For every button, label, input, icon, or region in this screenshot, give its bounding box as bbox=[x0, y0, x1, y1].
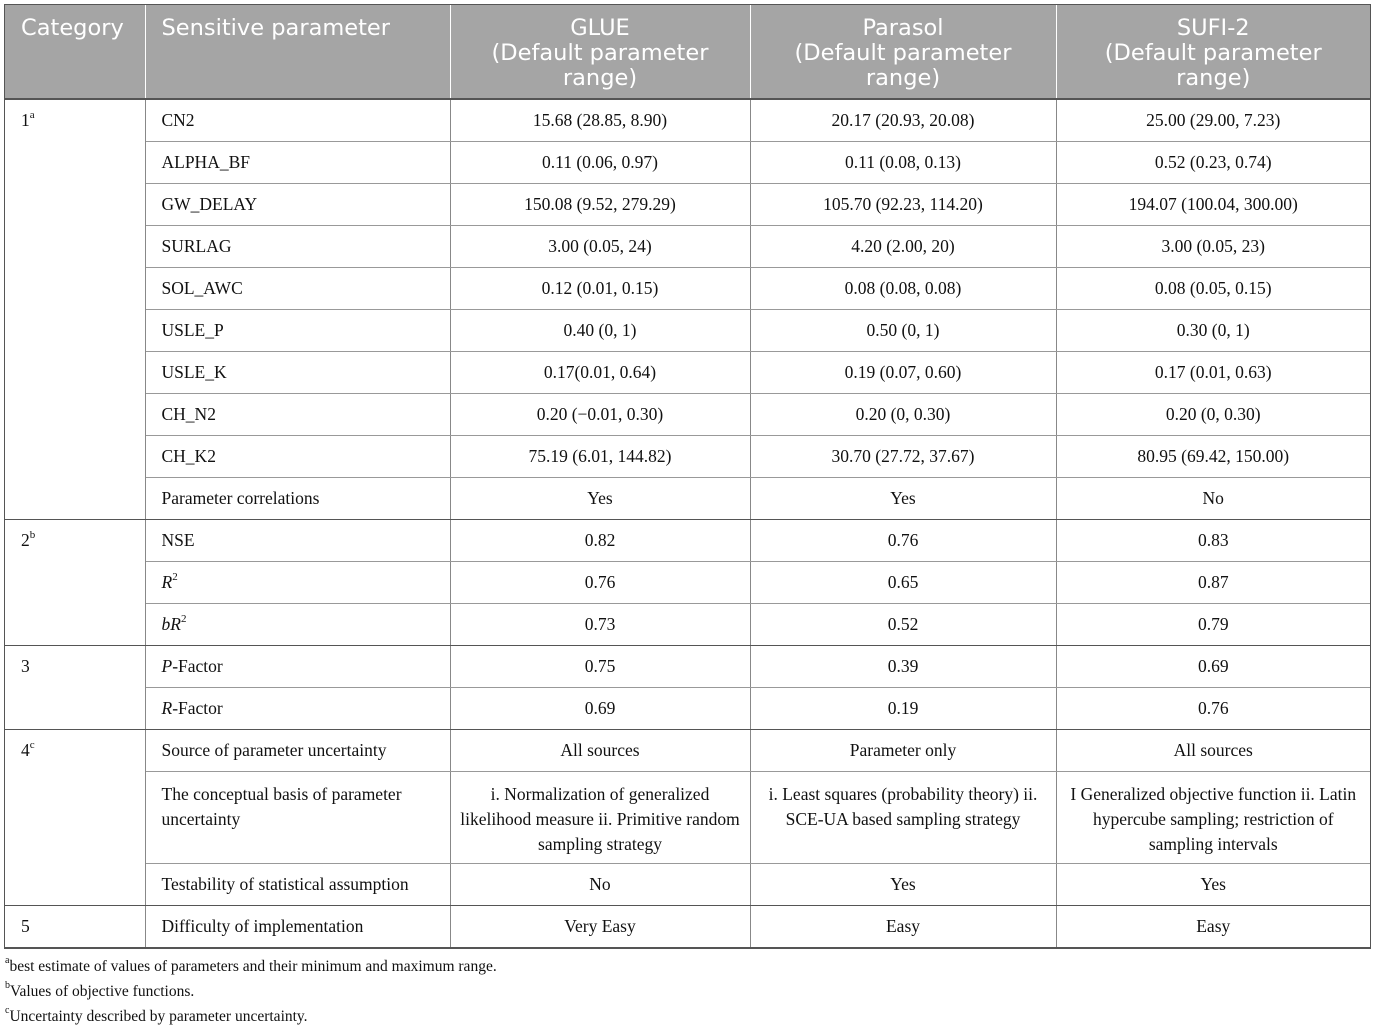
table-row bbox=[5, 561, 1370, 603]
glue-ch-k2: 75.19 (6.01, 144.82) bbox=[450, 435, 750, 477]
table-row bbox=[5, 729, 1370, 771]
param-p-factor-symbol: P bbox=[161, 655, 173, 676]
parasol-ch-n2: 0.20 (0, 0.30) bbox=[750, 393, 1056, 435]
glue-alpha-bf: 0.11 (0.06, 0.97) bbox=[450, 141, 750, 183]
parasol-ch-k2: 30.70 (27.72, 37.67) bbox=[750, 435, 1056, 477]
parasol-nse: 0.76 bbox=[750, 519, 1056, 561]
table-row bbox=[5, 771, 1370, 863]
param-br2 bbox=[145, 603, 450, 645]
sufi2-ch-k2: 80.95 (69.42, 150.00) bbox=[1056, 435, 1370, 477]
table-row bbox=[5, 603, 1370, 645]
glue-difficulty: Very Easy bbox=[450, 905, 750, 947]
param-br2-exponent: 2 bbox=[180, 612, 187, 625]
param-p-factor-label: -Factor bbox=[172, 655, 223, 676]
glue-ch-n2: 0.20 (−0.01, 0.30) bbox=[450, 393, 750, 435]
parasol-testability: Yes bbox=[750, 863, 1056, 905]
header-parasol-name: Parasol bbox=[862, 15, 944, 41]
header-sufi2-sub: (Default parameter range) bbox=[1104, 40, 1322, 91]
glue-usle-k: 0.17(0.01, 0.64) bbox=[450, 351, 750, 393]
param-r-factor bbox=[145, 687, 450, 729]
parasol-r2: 0.65 bbox=[750, 561, 1056, 603]
footnote-mark-a: a bbox=[29, 109, 35, 122]
footnote-b-mark: b bbox=[5, 980, 10, 992]
parasol-surlag: 4.20 (2.00, 20) bbox=[750, 225, 1056, 267]
param-r-factor-symbol: R bbox=[161, 697, 173, 718]
sufi2-br2: 0.79 bbox=[1056, 603, 1370, 645]
sufi2-testability: Yes bbox=[1056, 863, 1370, 905]
param-surlag: SURLAG bbox=[145, 225, 450, 267]
sufi2-nse: 0.83 bbox=[1056, 519, 1370, 561]
table-row bbox=[5, 435, 1370, 477]
glue-r2: 0.76 bbox=[450, 561, 750, 603]
param-br2-symbol: bR bbox=[161, 613, 181, 634]
table-body bbox=[5, 99, 1370, 947]
table-row bbox=[5, 99, 1370, 141]
param-usle-k: USLE_K bbox=[145, 351, 450, 393]
sufi2-surlag: 3.00 (0.05, 23) bbox=[1056, 225, 1370, 267]
glue-br2: 0.73 bbox=[450, 603, 750, 645]
param-ch-n2: CH_N2 bbox=[145, 393, 450, 435]
table-row bbox=[5, 393, 1370, 435]
glue-gw-delay: 150.08 (9.52, 279.29) bbox=[450, 183, 750, 225]
sufi2-usle-p: 0.30 (0, 1) bbox=[1056, 309, 1370, 351]
param-sol-awc: SOL_AWC bbox=[145, 267, 450, 309]
parasol-usle-p: 0.50 (0, 1) bbox=[750, 309, 1056, 351]
header-glue bbox=[450, 5, 750, 99]
category-4-cell bbox=[5, 729, 145, 905]
glue-p-factor: 0.75 bbox=[450, 645, 750, 687]
category-3-cell bbox=[5, 645, 145, 729]
sufi2-ch-n2: 0.20 (0, 0.30) bbox=[1056, 393, 1370, 435]
parasol-conceptual-basis: i. Least squares (probability theory) ii. SCE-UA based sampling strategy bbox=[750, 771, 1056, 863]
category-5-cell bbox=[5, 905, 145, 947]
glue-sol-awc: 0.12 (0.01, 0.15) bbox=[450, 267, 750, 309]
glue-source-uncertainty: All sources bbox=[450, 729, 750, 771]
comparison-table-container bbox=[5, 5, 1370, 1029]
table-row bbox=[5, 687, 1370, 729]
footnote-mark-b: b bbox=[29, 528, 36, 541]
param-r-factor-label: -Factor bbox=[172, 697, 223, 718]
sufi2-source-uncertainty: All sources bbox=[1056, 729, 1370, 771]
header-sufi2 bbox=[1056, 5, 1370, 99]
footnote-a-mark: a bbox=[5, 955, 10, 967]
param-correlations: Parameter correlations bbox=[145, 477, 450, 519]
table-row bbox=[5, 225, 1370, 267]
footnote-c-mark: c bbox=[5, 1005, 10, 1017]
table-row bbox=[5, 141, 1370, 183]
glue-cn2: 15.68 (28.85, 8.90) bbox=[450, 99, 750, 141]
parasol-source-uncertainty: Parameter only bbox=[750, 729, 1056, 771]
sufi2-alpha-bf: 0.52 (0.23, 0.74) bbox=[1056, 141, 1370, 183]
glue-correlations: Yes bbox=[450, 477, 750, 519]
header-row bbox=[5, 5, 1370, 99]
table-header bbox=[5, 5, 1370, 99]
sufi2-sol-awc: 0.08 (0.05, 0.15) bbox=[1056, 267, 1370, 309]
param-alpha-bf: ALPHA_BF bbox=[145, 141, 450, 183]
table-row bbox=[5, 905, 1370, 947]
table-row bbox=[5, 309, 1370, 351]
glue-testability: No bbox=[450, 863, 750, 905]
parasol-r-factor: 0.19 bbox=[750, 687, 1056, 729]
param-gw-delay: GW_DELAY bbox=[145, 183, 450, 225]
footnote-c-text: Uncertainty described by parameter uncertainty. bbox=[9, 1007, 308, 1025]
header-sufi2-name: SUFI-2 bbox=[1176, 15, 1250, 41]
sufi2-gw-delay: 194.07 (100.04, 300.00) bbox=[1056, 183, 1370, 225]
parasol-br2: 0.52 bbox=[750, 603, 1056, 645]
sufi2-correlations: No bbox=[1056, 477, 1370, 519]
header-category: Category bbox=[5, 5, 145, 99]
sufi2-p-factor: 0.69 bbox=[1056, 645, 1370, 687]
header-parasol-sub: (Default parameter range) bbox=[794, 40, 1012, 91]
header-sensitive-parameter: Sensitive parameter bbox=[145, 5, 450, 99]
category-5-label: 5 bbox=[21, 915, 30, 936]
category-2-cell bbox=[5, 519, 145, 645]
header-glue-name: GLUE bbox=[570, 15, 630, 41]
parasol-sol-awc: 0.08 (0.08, 0.08) bbox=[750, 267, 1056, 309]
parasol-cn2: 20.17 (20.93, 20.08) bbox=[750, 99, 1056, 141]
param-r2-symbol: R bbox=[161, 571, 173, 592]
header-glue-sub: (Default parameter range) bbox=[491, 40, 709, 91]
glue-surlag: 3.00 (0.05, 24) bbox=[450, 225, 750, 267]
table-row bbox=[5, 267, 1370, 309]
footnote-b bbox=[5, 979, 1370, 1004]
param-r2-exponent: 2 bbox=[172, 570, 178, 583]
param-source-uncertainty: Source of parameter uncertainty bbox=[145, 729, 450, 771]
parasol-alpha-bf: 0.11 (0.08, 0.13) bbox=[750, 141, 1056, 183]
parasol-difficulty: Easy bbox=[750, 905, 1056, 947]
header-parasol bbox=[750, 5, 1056, 99]
category-4-label: 4 bbox=[21, 739, 30, 760]
table-footnotes bbox=[5, 954, 1370, 1029]
parasol-p-factor: 0.39 bbox=[750, 645, 1056, 687]
sufi2-conceptual-basis: I Generalized objective function ii. Latin hypercube sampling; restriction of sampling intervals bbox=[1056, 771, 1370, 863]
footnote-a bbox=[5, 954, 1370, 979]
sufi2-difficulty: Easy bbox=[1056, 905, 1370, 947]
param-ch-k2: CH_K2 bbox=[145, 435, 450, 477]
glue-usle-p: 0.40 (0, 1) bbox=[450, 309, 750, 351]
category-1-label: 1 bbox=[21, 110, 30, 130]
footnote-mark-c: c bbox=[29, 738, 35, 751]
param-testability: Testability of statistical assumption bbox=[145, 863, 450, 905]
category-1-cell bbox=[5, 99, 145, 519]
table-row bbox=[5, 519, 1370, 561]
footnote-c bbox=[5, 1004, 1370, 1029]
glue-nse: 0.82 bbox=[450, 519, 750, 561]
param-conceptual-basis: The conceptual basis of parameter uncertainty bbox=[145, 771, 450, 863]
parasol-gw-delay: 105.70 (92.23, 114.20) bbox=[750, 183, 1056, 225]
param-usle-p: USLE_P bbox=[145, 309, 450, 351]
table-row bbox=[5, 477, 1370, 519]
table-row bbox=[5, 183, 1370, 225]
table-row bbox=[5, 863, 1370, 905]
glue-r-factor: 0.69 bbox=[450, 687, 750, 729]
sufi2-usle-k: 0.17 (0.01, 0.63) bbox=[1056, 351, 1370, 393]
param-p-factor bbox=[145, 645, 450, 687]
param-difficulty: Difficulty of implementation bbox=[145, 905, 450, 947]
category-2-label: 2 bbox=[21, 529, 30, 550]
param-nse: NSE bbox=[145, 519, 450, 561]
sufi2-r-factor: 0.76 bbox=[1056, 687, 1370, 729]
table-row bbox=[5, 351, 1370, 393]
param-cn2: CN2 bbox=[145, 99, 450, 141]
sufi2-cn2: 25.00 (29.00, 7.23) bbox=[1056, 99, 1370, 141]
footnote-b-text: Values of objective functions. bbox=[10, 982, 195, 1000]
sufi2-r2: 0.87 bbox=[1056, 561, 1370, 603]
param-r2 bbox=[145, 561, 450, 603]
parasol-correlations: Yes bbox=[750, 477, 1056, 519]
category-3-label: 3 bbox=[21, 655, 30, 676]
footnote-a-text: best estimate of values of parameters and their minimum and maximum range. bbox=[9, 957, 497, 975]
parasol-usle-k: 0.19 (0.07, 0.60) bbox=[750, 351, 1056, 393]
glue-conceptual-basis: i. Normalization of generalized likelihood measure ii. Primitive random sampling strategy bbox=[450, 771, 750, 863]
table-row bbox=[5, 645, 1370, 687]
comparison-table bbox=[5, 5, 1370, 948]
